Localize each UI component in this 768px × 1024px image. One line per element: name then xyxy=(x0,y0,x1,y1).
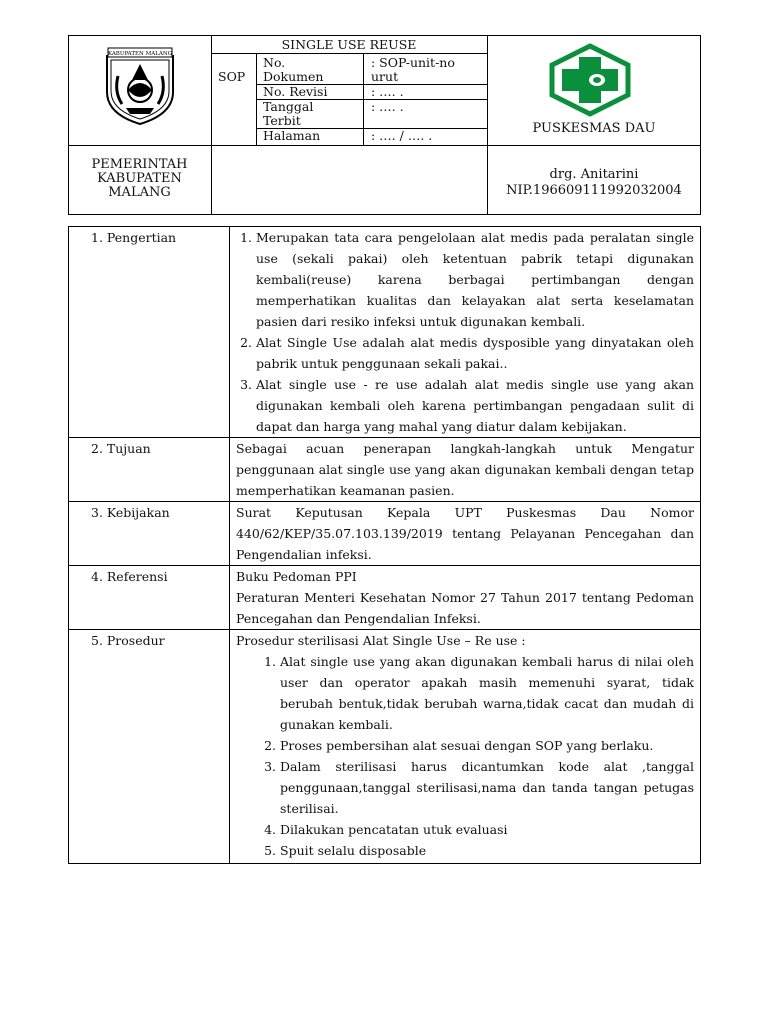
section-label: 1. Pengertian xyxy=(69,227,230,438)
section-row-kebijakan xyxy=(69,502,701,566)
gov-line-2: KABUPATEN xyxy=(97,171,182,186)
list-item: 4. Dilakukan pencatatan utuk evaluasi xyxy=(280,819,694,840)
reference-line: Peraturan Menteri Kesehatan Nomor 27 Tahun 2017 tentang Pedoman Pencegahan dan Pengendalian Infeksi. xyxy=(236,590,694,626)
sop-label: SOP xyxy=(218,69,246,84)
district-seal xyxy=(104,46,176,126)
list-item: 5. Spuit selalu disposable xyxy=(280,840,694,861)
section-text: Sebagai acuan penerapan langkah-langkah untuk Mengatur penggunaan alat single use yang akan digunakan kembali dengan tetap memperhatikan keamanan pasien. xyxy=(230,438,701,502)
section-text: Surat Keputusan Kepala UPT Puskesmas Dau Nomor 440/62/KEP/35.07.103.139/2019 tentang Pelayanan Pencegahan dan Pengendalian infeksi. xyxy=(230,502,701,566)
section-row-prosedur xyxy=(69,630,701,864)
gov-line-1: PEMERINTAH xyxy=(91,157,188,172)
section-content xyxy=(230,227,701,438)
field-value-tanggal-terbit: : …. . xyxy=(371,99,404,114)
list-item: 1. Alat single use yang akan digunakan kembali harus di nilai oleh user dan operator apakah masih memenuhi syarat, tidak berubah bentuk,tidak berubah warna,tidak cacat dan mudah di gunakan kembali. xyxy=(280,651,694,735)
section-label: 3. Kebijakan xyxy=(69,502,230,566)
list-item: 2. Proses pembersihan alat sesuai dengan SOP yang berlaku. xyxy=(280,735,694,756)
list-item: 3. Dalam sterilisasi harus dicantumkan kode alat ,tanggal penggunaan,tanggal sterilisasi,nama dan tanda tangan petugas sterilisai. xyxy=(280,756,694,819)
section-row-pengertian xyxy=(69,227,701,438)
section-label: 2. Tujuan xyxy=(69,438,230,502)
section-label: 4. Referensi xyxy=(69,566,230,630)
pengertian-list xyxy=(236,227,694,437)
field-value-no-dokumen: : SOP-unit-no urut xyxy=(371,55,455,84)
reference-line: Buku Pedoman PPI xyxy=(236,569,357,584)
signer-nip: NIP.196609111992032004 xyxy=(506,183,682,198)
gov-line-3: MALANG xyxy=(108,185,171,200)
field-value-halaman: : …. / …. . xyxy=(371,128,433,143)
list-item: 2. Alat Single Use adalah alat medis dysposible yang dinyatakan oleh pabrik untuk penggunaan sekali pakai.. xyxy=(256,332,694,374)
section-content xyxy=(230,630,701,864)
list-item: 1. Merupakan tata cara pengelolaan alat medis pada peralatan single use (sekali pakai) oleh ketentuan pabrik tetapi digunakan kembali(reuse) karena berbagai pertimbangan dengan memperhatikan kualitas dan kelayakan alat serta keselamatan pasien dari resiko infeksi untuk digunakan kembali. xyxy=(256,227,694,332)
header-col-divider-1 xyxy=(211,35,212,215)
puskesmas-name: PUSKESMAS DAU xyxy=(532,121,656,136)
procedure-list xyxy=(236,651,694,861)
list-item: 3. Alat single use - re use adalah alat medis single use yang akan digunakan kembali oleh karena pertimbangan pengadaan sulit di dapat dan harga yang mahal yang diatur dalam kebijakan. xyxy=(256,374,694,437)
sop-content-table xyxy=(68,226,701,864)
field-label-halaman: Halaman xyxy=(263,128,321,143)
puskesmas-cross-icon xyxy=(548,43,632,117)
sop-title: SINGLE USE REUSE xyxy=(281,37,417,52)
section-content xyxy=(230,566,701,630)
seal-caption: KABUPATEN MALANG xyxy=(107,51,173,57)
title-divider xyxy=(211,53,487,54)
field-label-no-revisi: No. Revisi xyxy=(263,84,328,99)
section-row-referensi xyxy=(69,566,701,630)
seal-shield-icon xyxy=(104,46,176,126)
field-label-no-dokumen: No. Dokumen xyxy=(263,55,324,84)
section-label: 5. Prosedur xyxy=(69,630,230,864)
puskesmas-logo xyxy=(548,43,632,117)
section-row-tujuan xyxy=(69,438,701,502)
field-label-tanggal-terbit: Tanggal Terbit xyxy=(263,99,314,128)
header-divider xyxy=(68,145,701,146)
field-value-no-revisi: : …. . xyxy=(371,84,404,99)
procedure-intro: Prosedur sterilisasi Alat Single Use – Re use : xyxy=(236,633,526,648)
signer-name: drg. Anitarini xyxy=(549,167,639,182)
